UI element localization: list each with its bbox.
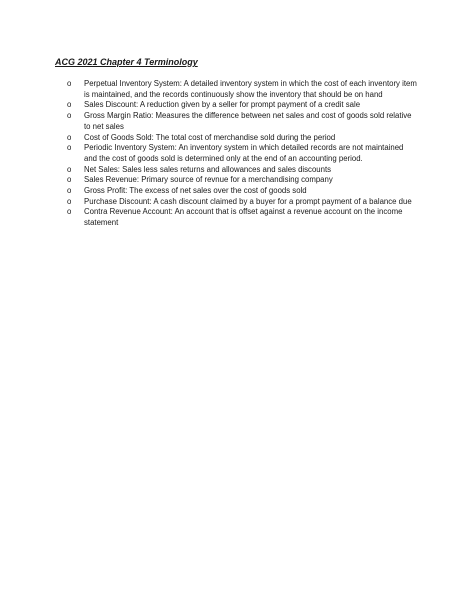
- bullet-icon: o: [67, 164, 72, 174]
- term-definition: Purchase Discount: A cash discount claimed by a buyer for a prompt payment of a balance due: [84, 196, 412, 206]
- list-item: [67, 186, 417, 197]
- list-item: [67, 133, 417, 144]
- bullet-icon: o: [67, 186, 72, 196]
- list-item: [67, 207, 417, 228]
- term-definition: Gross Profit: The excess of net sales over the cost of goods sold: [84, 186, 307, 196]
- list-item: [67, 100, 417, 111]
- term-definition: Periodic Inventory System: An inventory system in which detailed records are not maintained and the cost of goods sold is determined only at the end of an accounting period.: [84, 143, 404, 163]
- bullet-icon: o: [67, 79, 72, 88]
- list-item: [67, 197, 417, 208]
- term-definition: Contra Revenue Account: An account that is offset against a revenue account on the income statement: [84, 207, 403, 228]
- bullet-icon: o: [67, 111, 72, 121]
- term-definition: Gross Margin Ratio: Measures the difference between net sales and cost of goods sold relative to net sales: [84, 111, 412, 131]
- bullet-icon: o: [67, 132, 72, 142]
- list-item: [67, 143, 417, 164]
- terminology-list: [67, 79, 417, 229]
- term-definition: Perpetual Inventory System: A detailed inventory system in which the cost of each inventory item is maintained, and the records continuously show the inventory that should be on hand: [84, 79, 417, 99]
- list-item: [67, 111, 417, 132]
- term-definition: Sales Revenue: Primary source of revnue for a merchandising company: [84, 175, 333, 185]
- list-item: [67, 79, 417, 100]
- list-item: [67, 175, 417, 186]
- bullet-icon: o: [67, 143, 72, 153]
- term-definition: Net Sales: Sales less sales returns and allowances and sales discounts: [84, 164, 332, 174]
- bullet-icon: o: [67, 175, 72, 185]
- list-item: [67, 165, 417, 176]
- bullet-icon: o: [67, 207, 72, 217]
- bullet-icon: o: [67, 100, 72, 110]
- term-definition: Sales Discount: A reduction given by a seller for prompt payment of a credit sale: [84, 100, 361, 110]
- document-title: ACG 2021 Chapter 4 Terminology: [55, 57, 198, 67]
- term-definition: Cost of Goods Sold: The total cost of merchandise sold during the period: [84, 132, 336, 142]
- bullet-icon: o: [67, 196, 72, 206]
